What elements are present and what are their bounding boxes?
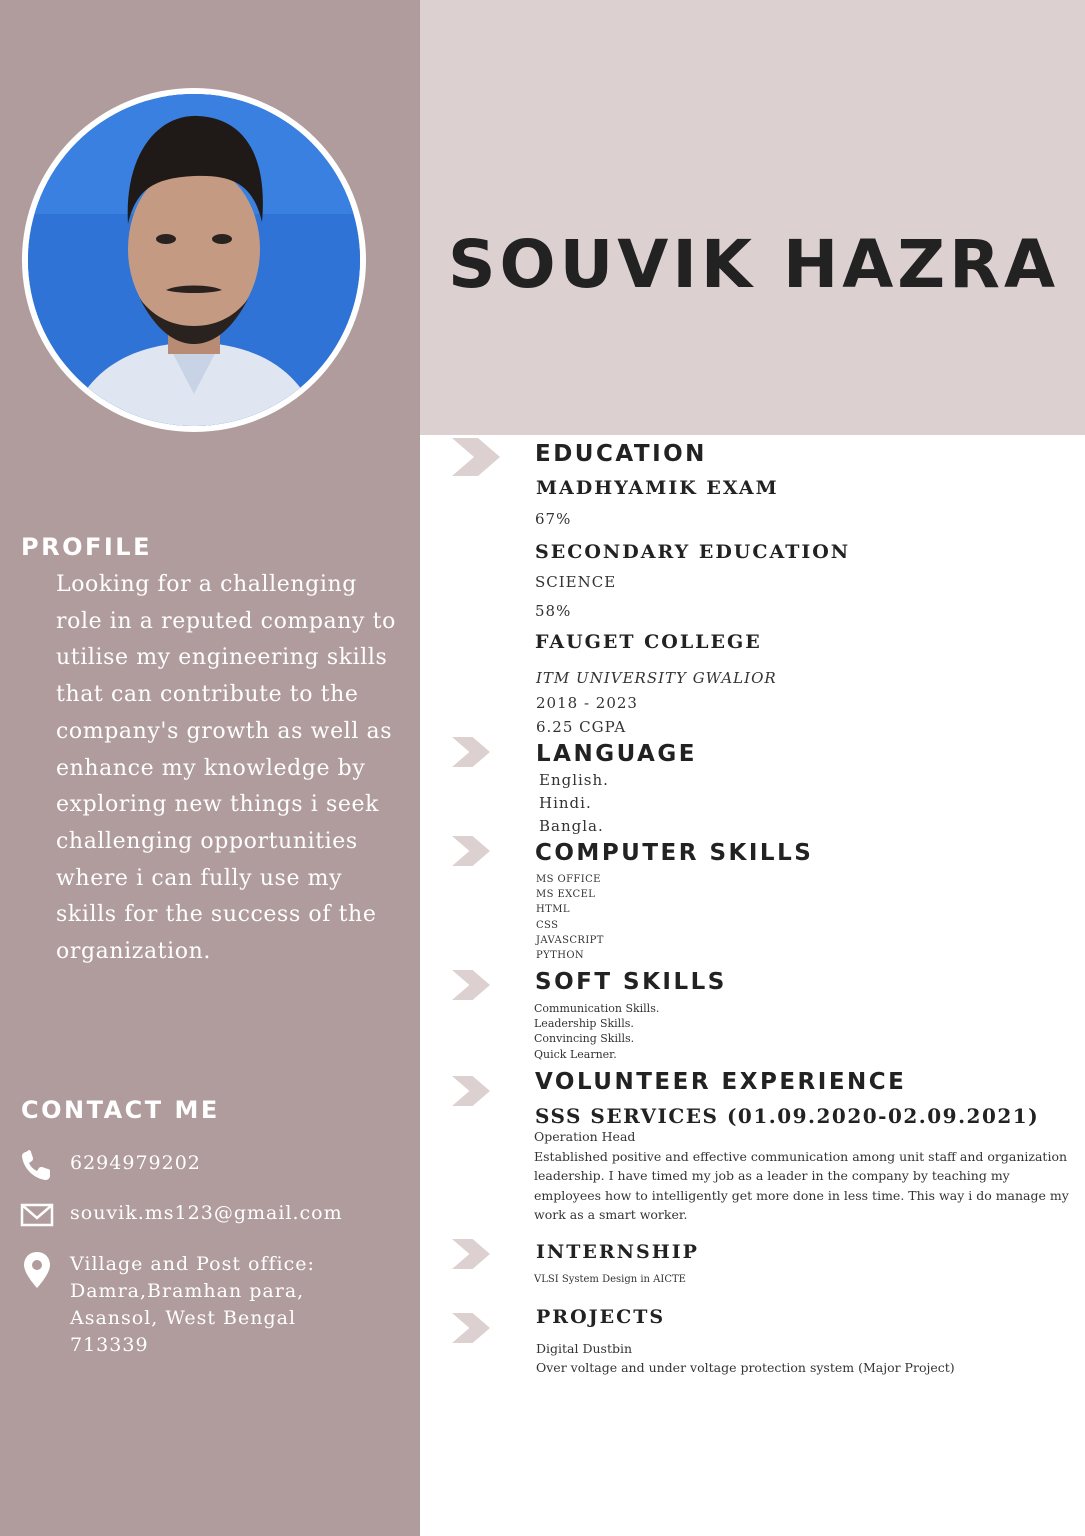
computer-skills-heading: COMPUTER SKILLS bbox=[535, 840, 814, 866]
profile-photo-frame bbox=[22, 88, 366, 432]
language-item: English. bbox=[539, 771, 609, 789]
contact-heading: CONTACT ME bbox=[21, 1096, 220, 1124]
computer-skill-item: PYTHON bbox=[536, 950, 585, 962]
language-item: Bangla. bbox=[539, 817, 604, 835]
college-cgpa: 6.25 CGPA bbox=[536, 718, 627, 736]
education-heading: EDUCATION bbox=[535, 441, 707, 467]
chevron-right-icon bbox=[452, 1313, 490, 1343]
university-name: ITM UNIVERSITY GWALIOR bbox=[536, 669, 777, 687]
college-years: 2018 - 2023 bbox=[536, 694, 638, 712]
internship-detail: VLSI System Design in AICTE bbox=[534, 1274, 686, 1285]
internship-heading: INTERNSHIP bbox=[536, 1241, 699, 1263]
chevron-right-icon bbox=[452, 737, 490, 767]
soft-skill-item: Communication Skills. bbox=[534, 1002, 660, 1015]
madhyamik-score: 67% bbox=[535, 510, 572, 528]
phone-icon bbox=[20, 1148, 54, 1182]
candidate-name: SOUVIK HAZRA bbox=[448, 226, 1060, 303]
soft-skill-item: Leadership Skills. bbox=[534, 1017, 634, 1031]
email-icon bbox=[20, 1198, 54, 1232]
secondary-score: 58% bbox=[535, 602, 572, 620]
header-band bbox=[420, 0, 1085, 435]
chevron-right-icon bbox=[452, 1076, 490, 1106]
volunteer-role: Operation Head bbox=[534, 1129, 636, 1144]
project-item: Over voltage and under voltage protection system (Major Project) bbox=[536, 1360, 955, 1376]
college-title: FAUGET COLLEGE bbox=[535, 631, 762, 653]
volunteer-description: Established positive and effective communication among unit staff and organization leadership. I have timed my job as a leader in the company by teaching my employees how to intelligently get more done in less time. This way i do manage my work as a smart worker. bbox=[534, 1149, 1069, 1223]
computer-skill-item: HTML bbox=[536, 904, 570, 916]
profile-photo bbox=[28, 94, 360, 426]
profile-text: Looking for a challenging role in a reputed company to utilise my engineering skills that can contribute to the company's growth as well as enhance my knowledge by exploring new things i seek challenging opportunities where i can fully use my skills for the success of the organization. bbox=[56, 572, 396, 965]
chevron-right-icon bbox=[452, 438, 500, 476]
phone-number[interactable]: 6294979202 bbox=[70, 1152, 201, 1174]
project-item: Digital Dustbin bbox=[536, 1341, 633, 1356]
soft-skill-item: Quick Learner. bbox=[534, 1047, 617, 1061]
volunteer-org: SSS SERVICES (01.09.2020-02.09.2021) bbox=[535, 1104, 1040, 1128]
language-item: Hindi. bbox=[539, 794, 592, 812]
email-address[interactable]: souvik.ms123@gmail.com bbox=[70, 1202, 343, 1224]
volunteer-heading: VOLUNTEER EXPERIENCE bbox=[535, 1069, 907, 1095]
soft-skill-item: Convincing Skills. bbox=[534, 1032, 635, 1046]
secondary-title: SECONDARY EDUCATION bbox=[535, 541, 851, 563]
computer-skill-item: JAVASCRIPT bbox=[536, 934, 604, 946]
language-heading: LANGUAGE bbox=[536, 741, 697, 767]
computer-skill-item: MS EXCEL bbox=[536, 889, 596, 901]
chevron-right-icon bbox=[452, 1239, 490, 1269]
computer-skill-item: CSS bbox=[536, 919, 559, 931]
chevron-right-icon bbox=[452, 836, 490, 866]
madhyamik-title: MADHYAMIK EXAM bbox=[536, 477, 779, 499]
projects-heading: PROJECTS bbox=[536, 1306, 666, 1328]
address: Village and Post office: Damra,Bramhan para, Asansol, West Bengal 713339 bbox=[70, 1253, 315, 1356]
soft-skills-heading: SOFT SKILLS bbox=[535, 969, 727, 995]
secondary-stream: SCIENCE bbox=[535, 573, 617, 591]
profile-heading: PROFILE bbox=[21, 533, 152, 561]
chevron-right-icon bbox=[452, 970, 490, 1000]
computer-skills-list bbox=[536, 872, 604, 963]
projects-list bbox=[536, 1339, 955, 1378]
location-pin-icon bbox=[20, 1250, 54, 1290]
computer-skill-item: MS OFFICE bbox=[536, 874, 601, 885]
soft-skills-list bbox=[534, 1001, 659, 1062]
